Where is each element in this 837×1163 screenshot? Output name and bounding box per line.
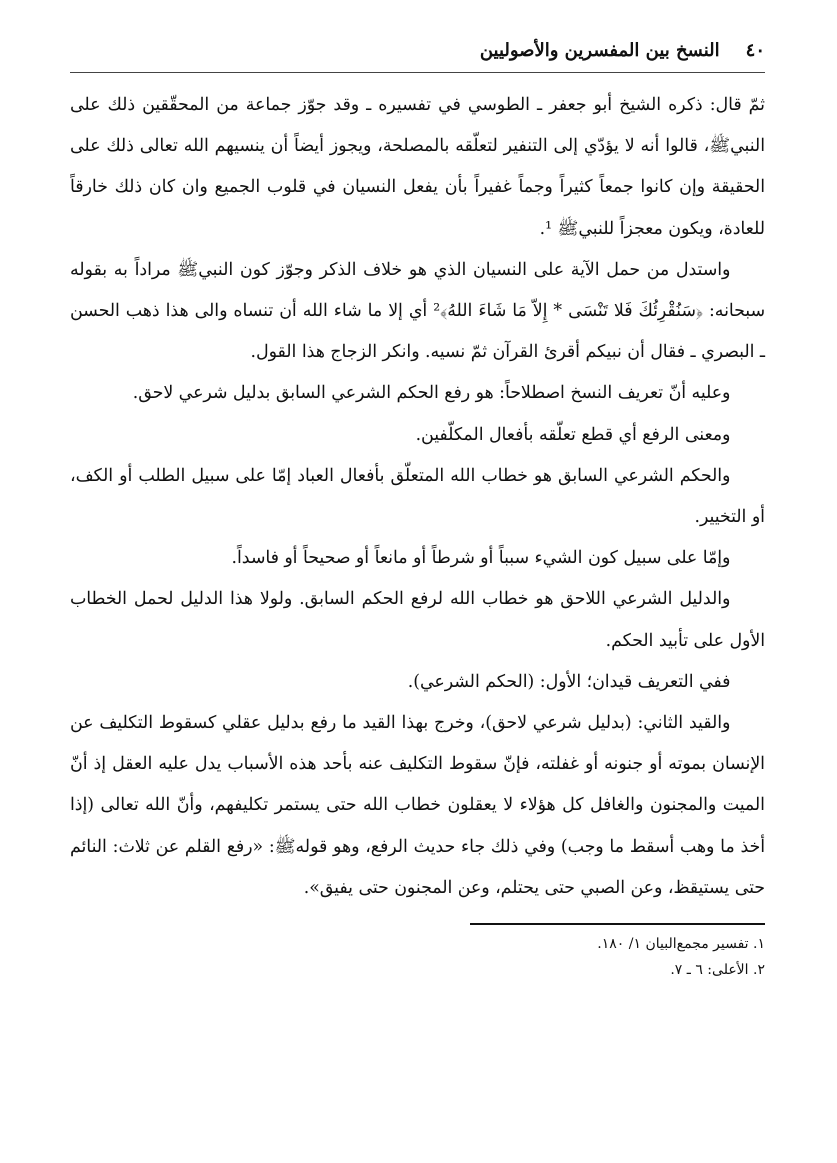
footnote: ١. تفسير مجمع‌البيان ١/ ١٨٠. xyxy=(597,936,765,953)
body-text xyxy=(70,85,765,909)
paragraph: ثمّ قال: ذكره الشيخ أبو جعفر ـ الطوسي في تفسيره ـ وقد جوّز جماعة من المحقّقين ذلك على النبيﷺ، قالوا أنه لا يؤدّي إلى التنفير لتعلّقه بالمصلحة، ويجوز أيضاً أن ينسيهم الله تعالى ذلك على الحقيقة وإن كانوا جمعاً كثيراً وجماً غفيراً بأن يفعل النسيان في قلوب الجميع وان كان ذلك خارقاً للعادة، ويكون معجزاً للنبيﷺ ¹. xyxy=(70,95,765,239)
paragraph: والقيد الثاني: (بدليل شرعي لاحق)، وخرج بهذا القيد ما رفع بدليل عقلي كسقوط التكليف عن الإنسان بموته أو جنونه أو غفلته، فإنّ سقوط التكليف عنه بأحد هذه الأسباب يدل عليه العقل إذ أنّ الميت والمجنون والغافل كل هؤلاء لا يعقلون خطاب الله حتى يستمر تكليفهم، وأنّ الله تعالى (إذا أخذ ما وهب أسقط ما وجب) وفي ذلك جاء حديث الرفع، وهو قولهﷺ: «رفع القلم عن ثلاث: النائم حتى يستيقظ، وعن الصبي حتى يحتلم، وعن المجنون حتى يفيق». xyxy=(70,713,765,898)
paragraph: وإمّا على سبيل كون الشيء سبباً أو شرطاً أو مانعاً أو صحيحاً أو فاسداً. xyxy=(231,548,731,569)
footnote: ٢. الأعلى: ٦ ـ ٧. xyxy=(670,962,765,979)
paragraph: والدليل الشرعي اللاحق هو خطاب الله لرفع الحكم السابق. ولولا هذا الدليل لحمل الخطاب الأول على تأبيد الحكم. xyxy=(70,589,765,651)
paragraph: ومعنى الرفع أي قطع تعلّقه بأفعال المكلّفين. xyxy=(415,424,731,445)
footnotes xyxy=(70,931,765,983)
paragraph: والحكم الشرعي السابق هو خطاب الله المتعلّق بأفعال العباد إمّا على سبيل الطلب أو الكف، أو التخيير. xyxy=(70,465,765,528)
page-number: ٤٠ xyxy=(745,39,765,61)
running-header xyxy=(70,28,765,73)
paragraph: ففي التعريف قيدان؛ الأول: (الحكم الشرعي). xyxy=(407,671,731,692)
paragraph: وعليه أنّ تعريف النسخ اصطلاحاً: هو رفع الحكم الشرعي السابق بدليل شرعي لاحق. xyxy=(132,383,731,404)
footnote-divider xyxy=(470,923,765,925)
book-page xyxy=(70,28,765,1143)
paragraph: واستدل من حمل الآية على النسيان الذي هو خلاف الذكر وجوّز كون النبيﷺ مراداً به بقوله سبحانه: ﴿سَنُقْرِئُكَ فَلا تَنْسَى * إِلاّ مَا شَاءَ اللهُ﴾² أي إلا ما شاء الله أن تنساه والى هذا ذهب الحسن ـ البصري ـ فقال أن نبيكم أقرئ القرآن ثمّ نسيه. وانكر الزجاج هذا القول. xyxy=(70,259,765,363)
header-title: النسخ بين المفسرين والأصوليين xyxy=(479,39,720,61)
